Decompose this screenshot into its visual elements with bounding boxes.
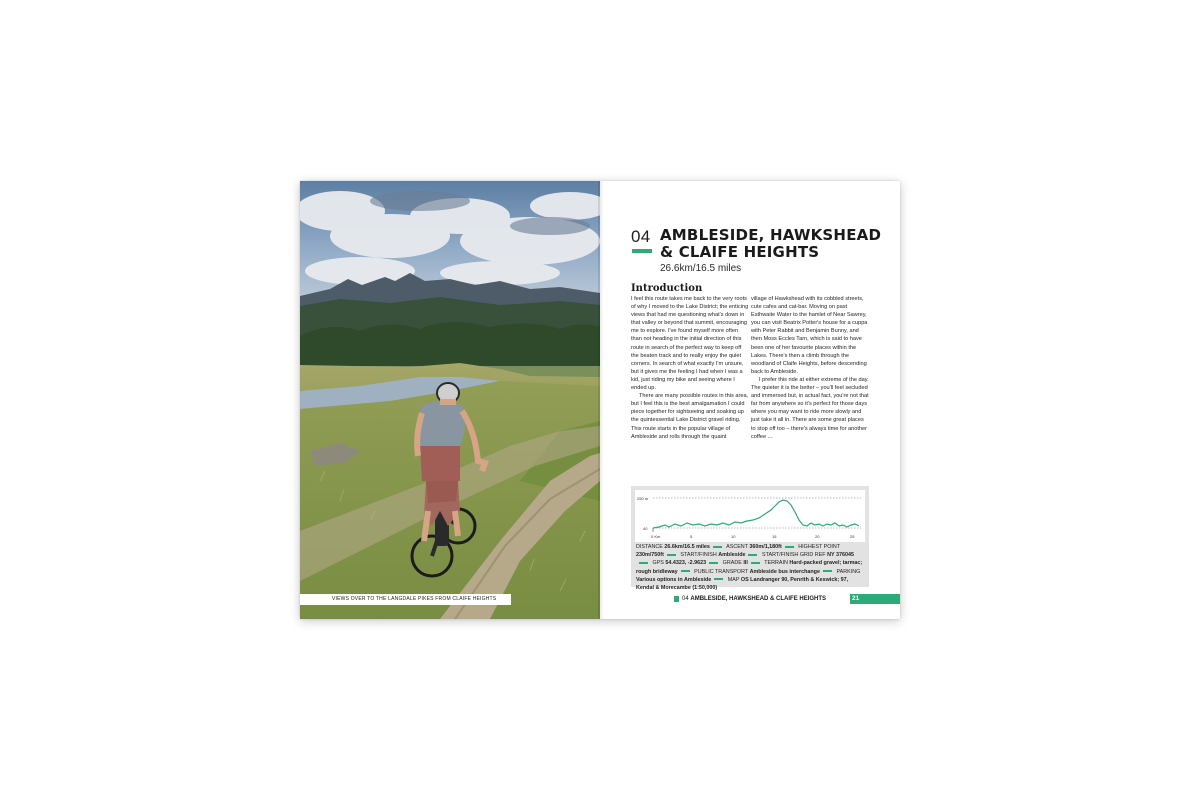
elevation-profile — [635, 490, 865, 542]
elevation-profile-chart — [635, 490, 865, 542]
photo-caption: VIEWS OVER TO THE LANGDALE PIKES FROM CLAIFE HEIGHTS — [300, 594, 511, 605]
photo-page — [300, 181, 600, 619]
y-min-label: 40 — [643, 526, 648, 531]
forest — [300, 322, 600, 366]
route-info-box — [631, 486, 869, 592]
text-page — [600, 181, 900, 619]
route-stats — [636, 543, 866, 592]
stat-value-distance: 26.6km/16.5 miles — [664, 544, 710, 550]
intro-paragraph: village of Hawkshead with its cobbled streets, cute cafes and cat-bar. Moving on past Esthwaite Water to the hamlet of Near Sawrey, you can visit Beatrix Potter's house for a cuppa with Peter Rabbit and Benjamin Bunny, and then Moss Eccles Tarn, which is said to have been one of her favourite places within the Lakes. There's then a climb through the woodland of Claife Heights, before descending back to Ambleside. — [751, 296, 868, 375]
route-title: AMBLESIDE, HAWKSHEAD & CLAIFE HEIGHTS — [660, 226, 882, 261]
x-tick-10: 10 — [731, 534, 736, 539]
route-distance: 26.6km/16.5 miles — [660, 263, 742, 274]
book-spread — [300, 181, 900, 619]
y-max-label: 250 m — [637, 496, 649, 501]
x-tick-5: 5 — [690, 534, 693, 539]
page-number: 21 — [850, 594, 900, 604]
intro-paragraph: I feel this route takes me back to the very roots of why I moved to the Lake District; the enticing views that had me questioning what's down in that valley or beyond that summit, encouraging me to explore. I've found myself more often than not heading in the initial direction of this route in search of the perfect way to keep off the beaten track and to really enjoy the quiet corners. In search of what exactly I'm unsure, but it gives me the feeling I had when I was a kid, just riding my bike and seeing where I ended up. — [631, 296, 749, 392]
stat-value-map: OS Landranger 90, Penrith & Keswick; 97, Kendal & Morecambe (1:50,000) — [636, 576, 849, 592]
footer-route-number: 04 — [682, 596, 689, 602]
stat-label-terrain: TERRAIN — [764, 560, 788, 567]
elevation-line — [653, 500, 859, 528]
stat-value-gridref: NY 376045 — [827, 552, 854, 559]
stat-value-grade: III — [743, 560, 748, 567]
stat-label-transport: PUBLIC TRANSPORT — [694, 568, 749, 575]
x-tick-15: 15 — [772, 534, 777, 539]
stat-value-highest: 230m/750ft — [636, 552, 664, 559]
stat-label-parking: PARKING — [836, 568, 861, 575]
route-number-accent — [632, 249, 652, 253]
x-start-label: 0 Km — [651, 534, 661, 539]
stat-value-gps: 54.4323, -2.9623 — [665, 560, 707, 567]
stat-label-gps: GPS — [652, 560, 664, 567]
stat-label-ascent: ASCENT — [726, 544, 748, 550]
stat-label-grade: GRADE — [722, 560, 742, 567]
intro-paragraph: There are many possible routes in this area, but I feel this is the best amalgamation I could piece together for sightseeing and soaking up the quintessential Lake District gravel riding. This route starts in the popular village of Ambleside and rolls through the quaint — [631, 393, 749, 440]
stat-value-transport: Ambleside bus interchange — [749, 568, 820, 575]
stat-value-ascent: 360m/1,180ft — [749, 544, 782, 550]
running-footer — [682, 595, 826, 603]
cyclist-landscape-photo — [300, 181, 600, 619]
route-number: 04 — [631, 227, 651, 246]
stat-value-parking: Various options in Ambleside — [636, 576, 712, 583]
stat-label-map: MAP — [727, 576, 740, 583]
body-column-left — [631, 295, 749, 441]
intro-paragraph: I prefer this ride at either extreme of the day. The quieter it is the better – you'll feel secluded and immersed but, in actual fact, you're not that far from anywhere so it's perfect for those days where you may want to ride more slowly and just take it all in. There are some great places to stop off too – there's always time for another coffee ... — [751, 376, 869, 440]
body-column-right — [751, 295, 869, 441]
footer-route-title: AMBLESIDE, HAWKSHEAD & CLAIFE HEIGHTS — [690, 596, 827, 602]
stat-value-terrain: Hard-packed gravel; tarmac; rough bridleway — [636, 560, 863, 575]
x-tick-20: 20 — [815, 534, 820, 539]
x-tick-25: 25 — [850, 534, 855, 539]
stat-label-highest: HIGHEST POINT — [798, 544, 841, 550]
intro-heading: Introduction — [631, 283, 703, 294]
footer-accent-square — [674, 596, 679, 602]
stat-label-gridref: START/FINISH GRID REF — [761, 552, 826, 559]
stat-value-startfinish: Ambleside — [718, 552, 746, 559]
stat-label-distance: DISTANCE — [636, 544, 663, 550]
stat-label-startfinish: START/FINISH — [680, 552, 717, 559]
